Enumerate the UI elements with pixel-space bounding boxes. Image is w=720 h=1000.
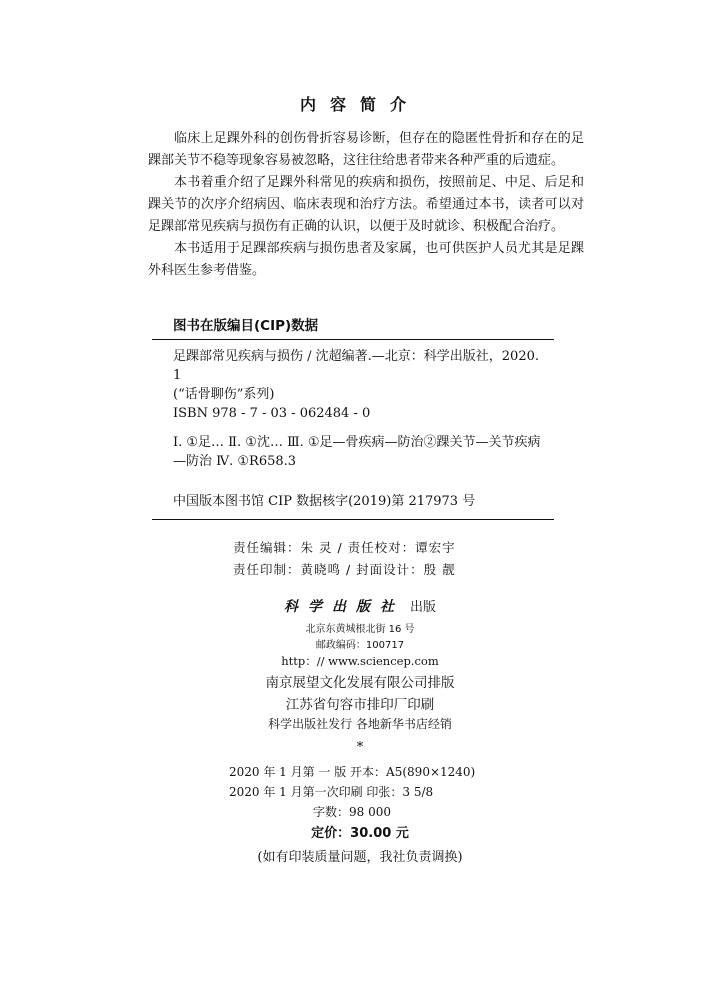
staff-line-2: 责任印制：黄晓鸣 / 封面设计：殷 靓 [233, 562, 456, 577]
intro-title: 内容简介 [299, 95, 420, 114]
publisher-postcode: 邮政编码：100717 [315, 640, 405, 651]
cip-isbn: ISBN 978 - 7 - 03 - 062484 - 0 [173, 406, 371, 421]
cip-record-number: 中国版本图书馆 CIP 数据核字(2019)第 217973 号 [173, 494, 476, 509]
printing-line: 江苏省句容市排印厂印刷 [285, 697, 435, 713]
printing-spec-line: 2020 年 1 月第一次印刷 印张：3 5/8 [229, 785, 434, 799]
typesetting-line: 南京展望文化发展有限公司排版 [265, 675, 455, 691]
cip-subjects: Ⅰ. ①足… Ⅱ. ①沈… Ⅲ. ①足—骨疾病—防治②踝关节—关节疾病—防治 Ⅳ. ①R658.3 [173, 435, 541, 469]
cip-heading: 图书在版编目(CIP)数据 [173, 318, 319, 334]
publisher-address: 北京东黄城根北街 16 号 [305, 624, 415, 635]
cip-block [173, 347, 543, 471]
price: 定价：30.00 元 [311, 826, 409, 841]
cip-top-rule [152, 339, 554, 340]
wordcount-line: 字数：98 000 [313, 805, 391, 819]
publisher-suffix: 出版 [409, 600, 436, 615]
quality-notice: (如有印装质量问题，我社负责调换) [257, 850, 463, 865]
edition-line: 2020 年 1 月第 一 版 开本：A5(890×1240) [229, 765, 476, 779]
publisher-logo-name: 科学出版社 [283, 599, 404, 615]
separator-star: * [356, 740, 364, 755]
intro-paragraph-2: 本书着重介绍了足踝外科常见的疾病和损伤，按照前足、中足、后足和踝关节的次序介绍病因、临床表现和治疗方法。希望通过本书，读者可以对足踝部常见疾病与损伤有正确的认识，以便于及时就诊、积极配合治疗。 [148, 175, 584, 234]
publisher-website: http：// www.sciencep.com [281, 654, 439, 668]
intro-paragraph-1: 临床上足踝外科的创伤骨折容易诊断，但存在的隐匿性骨折和存在的足踝部关节不稳等现象容易被忽略，这往往给患者带来各种严重的后遗症。 [148, 131, 584, 168]
staff-line-1: 责任编辑：朱 灵 / 责任校对：谭宏宇 [233, 540, 456, 555]
cip-bottom-rule [152, 519, 554, 520]
cip-entry: 足踝部常见疾病与损伤 / 沈超编著.—北京：科学出版社，2020. 1 [173, 349, 539, 383]
distribution-line: 科学出版社发行 各地新华书店经销 [268, 717, 452, 731]
cip-series: (“话骨聊伤”系列) [173, 387, 275, 402]
publisher-line [0, 596, 720, 616]
intro-text [148, 128, 584, 282]
intro-paragraph-3: 本书适用于足踝部疾病与损伤患者及家属，也可供医护人员尤其是足踝外科医生参考借鉴。 [148, 241, 584, 278]
